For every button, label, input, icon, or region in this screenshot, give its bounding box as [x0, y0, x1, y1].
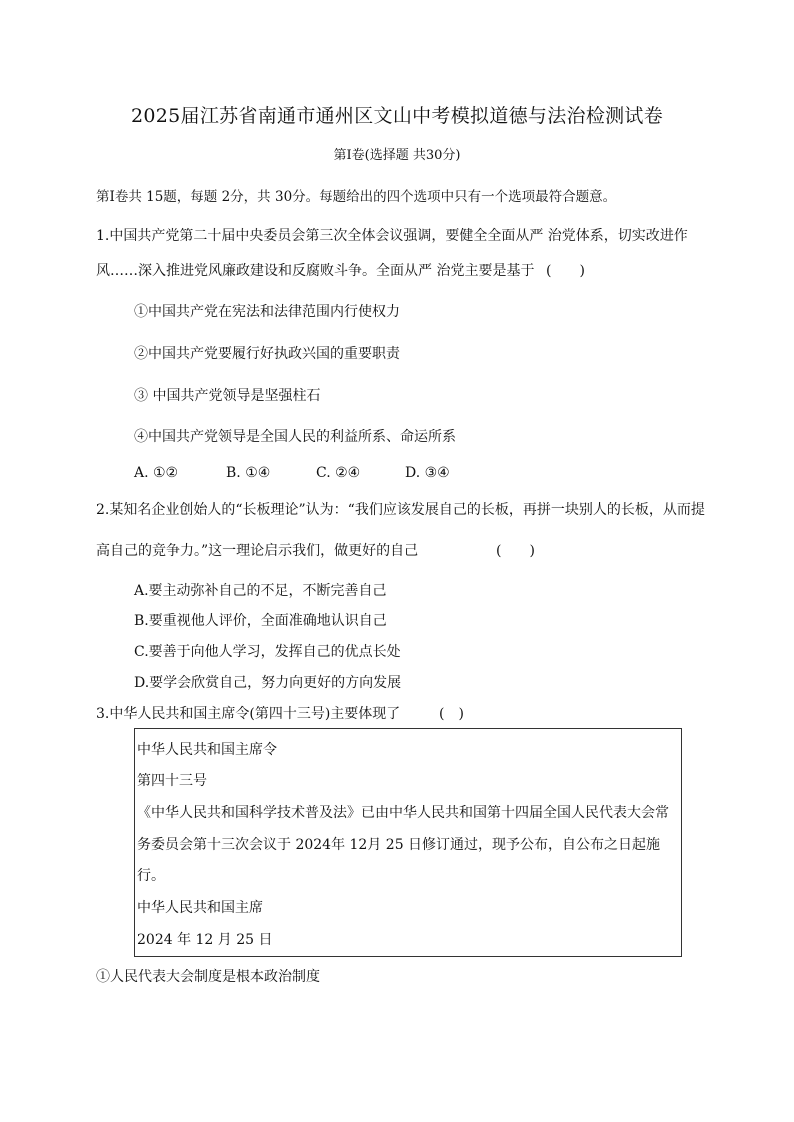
q1-stem-line1: 1.中国共产党第二十届中央委员会第三次全体会议强调，要健全全面从严 治党体系，切实改进作 — [96, 228, 688, 244]
q1-choice-c: C. ②④ — [316, 465, 361, 481]
q3-answer-blank: ( ) — [439, 706, 464, 722]
q1-statement: ①中国共产党在宪法和法律范围内行使权力 — [134, 304, 400, 320]
q3-statement: ①人民代表大会制度是根本政治制度 — [96, 969, 320, 985]
q3-stem: 3.中华人民共和国主席令(第四十三号)主要体现了 — [96, 706, 401, 722]
q1-stem-line2: 风……深入推进党风廉政建设和反腐败斗争。全面从严 治党主要是基于 — [96, 263, 535, 279]
order-body-line1: 《中华人民共和国科学技术普及法》已由中华人民共和国第十四届全国人民代表大会常 — [137, 805, 669, 821]
q1-choice-a: A. ①② — [134, 465, 179, 481]
q2-option-a: A.要主动弥补自己的不足，不断完善自己 — [134, 583, 387, 599]
order-heading: 中华人民共和国主席令 — [137, 742, 277, 758]
q1-statement: ③ 中国共产党领导是坚强柱石 — [134, 388, 321, 404]
order-number: 第四十三号 — [137, 773, 207, 789]
instructions: 第Ⅰ卷共 15题，每题 2分，共 30分。每题给出的四个选项中只有一个选项最符合题意。 — [96, 189, 617, 205]
q2-option-d: D.要学会欣赏自己，努力向更好的方向发展 — [134, 675, 402, 691]
order-body-line2: 务委员会第十三次会议于 2024年 12月 25 日修订通过，现予公布，自公布之日起施 — [137, 837, 661, 853]
q1-statement: ②中国共产党要履行好执政兴国的重要职责 — [134, 346, 400, 362]
q1-statement: ④中国共产党领导是全国人民的利益所系、命运所系 — [134, 429, 456, 445]
order-body-line3: 行。 — [137, 868, 165, 884]
q1-answer-blank: ( ) — [546, 263, 585, 279]
exam-title: 2025届江苏省南通市通州区文山中考模拟道德与法治检测试卷 — [130, 105, 664, 127]
q2-stem-line2: 高自己的竞争力。”这一理论启示我们，做更好的自己 — [96, 543, 419, 559]
q2-option-c: C.要善于向他人学习，发挥自己的优点长处 — [134, 644, 401, 660]
q2-answer-blank: ( ) — [496, 543, 535, 559]
q1-choice-d: D. ③④ — [405, 465, 450, 481]
order-signatory: 中华人民共和国主席 — [137, 900, 263, 916]
q2-option-b: B.要重视他人评价，全面准确地认识自己 — [134, 613, 387, 629]
q1-choice-b: B. ①④ — [226, 465, 271, 481]
section-heading: 第Ⅰ卷(选择题 共30分) — [333, 148, 461, 163]
q2-stem-line1: 2.某知名企业创始人的“长板理论”认为：“我们应该发展自己的长板，再拼一块别人的长板，从而提 — [96, 502, 705, 518]
order-date: 2024 年 12 月 25 日 — [137, 932, 273, 948]
